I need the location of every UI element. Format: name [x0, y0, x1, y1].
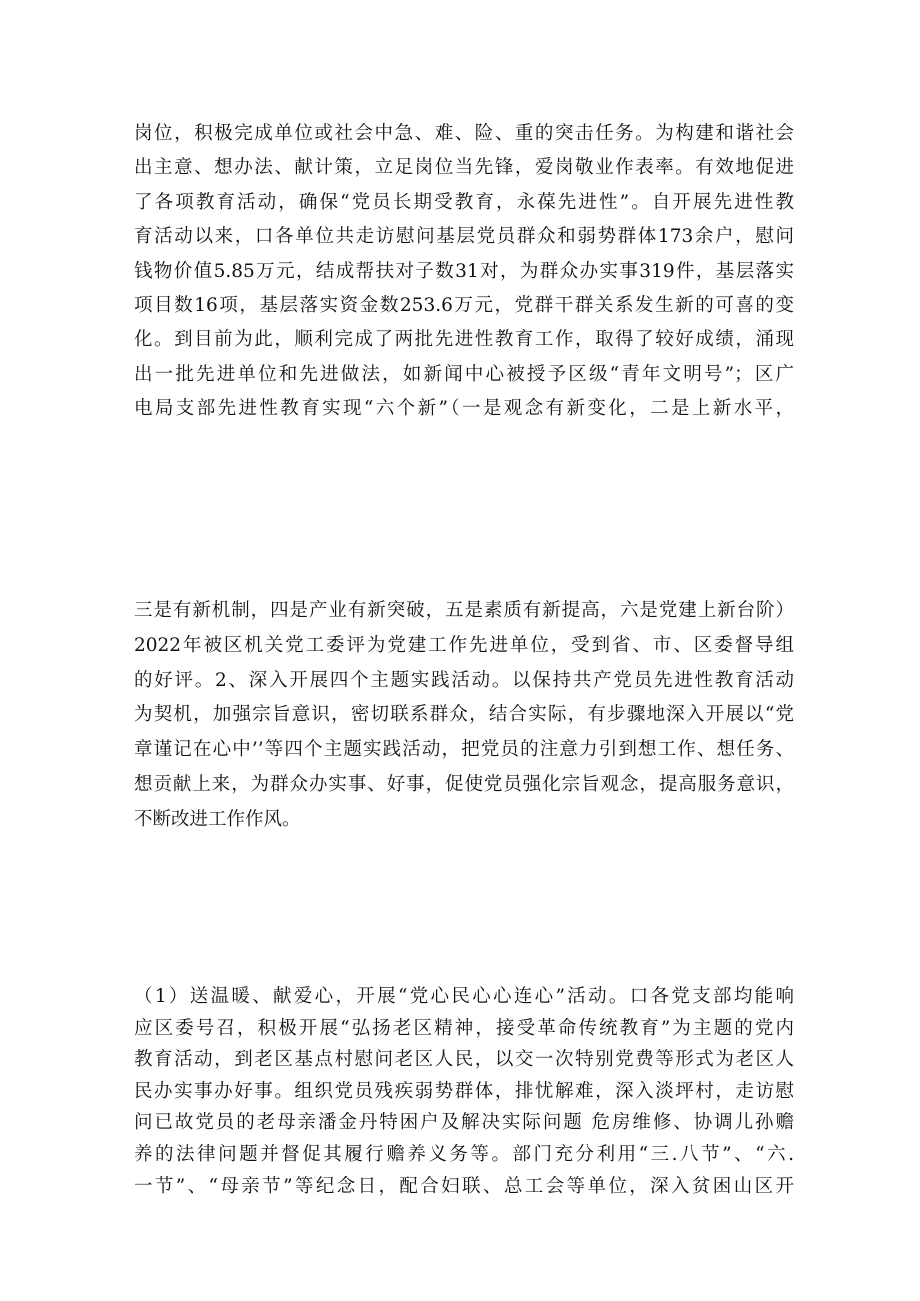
- text-line: 电局支部先进性教育实现“六个新”（一是观念有新变化，二是上新水平，: [134, 398, 794, 420]
- text-line: 出主意、想办法、献计策，立足岗位当先锋，爱岗敬业作表率。有效地促进: [134, 157, 794, 179]
- text-line: 想贡献上来，为群众办实事、好事，促使党员强化宗旨观念，提高服务意识，: [134, 774, 794, 795]
- text-line: 问已故党员的老母亲潘金丹特困户及解决实际问题 危房维修、协调儿孙赡: [134, 1112, 794, 1134]
- text-line: 钱物价值5.85万元，结成帮扶对子数31对，为群众办实事319件，基层落实: [134, 260, 794, 282]
- text-line: （1）送温暖、献爱心，开展“党心民心心连心”活动。口各党支部均能响: [134, 986, 794, 1007]
- text-line: 应区委号召，积极开展“弘扬老区精神，接受革命传统教育”为主题的党内: [134, 1017, 794, 1039]
- text-line: 化。到目前为此，顺利完成了两批先进性教育工作，取得了较好成绩，涌现: [134, 329, 794, 351]
- text-line: 教育活动，到老区基点村慰问老区人民，以交一次特别党费等形式为老区人: [134, 1049, 794, 1071]
- text-line: 了各项教育活动，确保“党员长期受教育，永葆先进性”。自开展先进性教: [134, 191, 794, 213]
- text-line: 2022年被区机关党工委评为党建工作先进单位，受到省、市、区委督导组: [134, 634, 794, 656]
- text-line: 项目数16项，基层落实资金数253.6万元，党群干群关系发生新的可喜的变: [134, 295, 794, 316]
- text-line: 不断改进工作作风。: [134, 808, 301, 830]
- text-line: 育活动以来，口各单位共走访慰问基层党员群众和弱势群体173余户，慰问: [134, 226, 794, 248]
- text-line: 三是有新机制，四是产业有新突破，五是素质有新提高，六是党建上新台阶）: [134, 600, 794, 621]
- text-line: 养的法律问题并督促其履行赡养义务等。部门充分利用“三.八节”、“六.: [134, 1144, 794, 1165]
- text-line: 岗位，积极完成单位或社会中急、难、险、重的突击任务。为构建和谐社会: [134, 123, 794, 144]
- text-line: 一节”、“母亲节”等纪念日，配合妇联、总工会等单位，深入贫困山区开: [134, 1175, 794, 1197]
- text-line: 为契机，加强宗旨意识，密切联系群众，结合实际，有步骤地深入开展以“党: [134, 704, 794, 726]
- text-line: 出一批先进单位和先进做法，如新闻中心被授予区级“青年文明号”；区广: [134, 363, 794, 385]
- text-line: 章谨记在心中’’等四个主题实践活动，把党员的注意力引到想工作、想任务、: [134, 739, 794, 761]
- text-line: 民办实事办好事。组织党员残疾弱势群体，排忧解难，深入淡坪村，走访慰: [134, 1080, 794, 1102]
- text-line: 的好评。2、深入开展四个主题实践活动。以保持共产党员先进性教育活动: [134, 669, 794, 691]
